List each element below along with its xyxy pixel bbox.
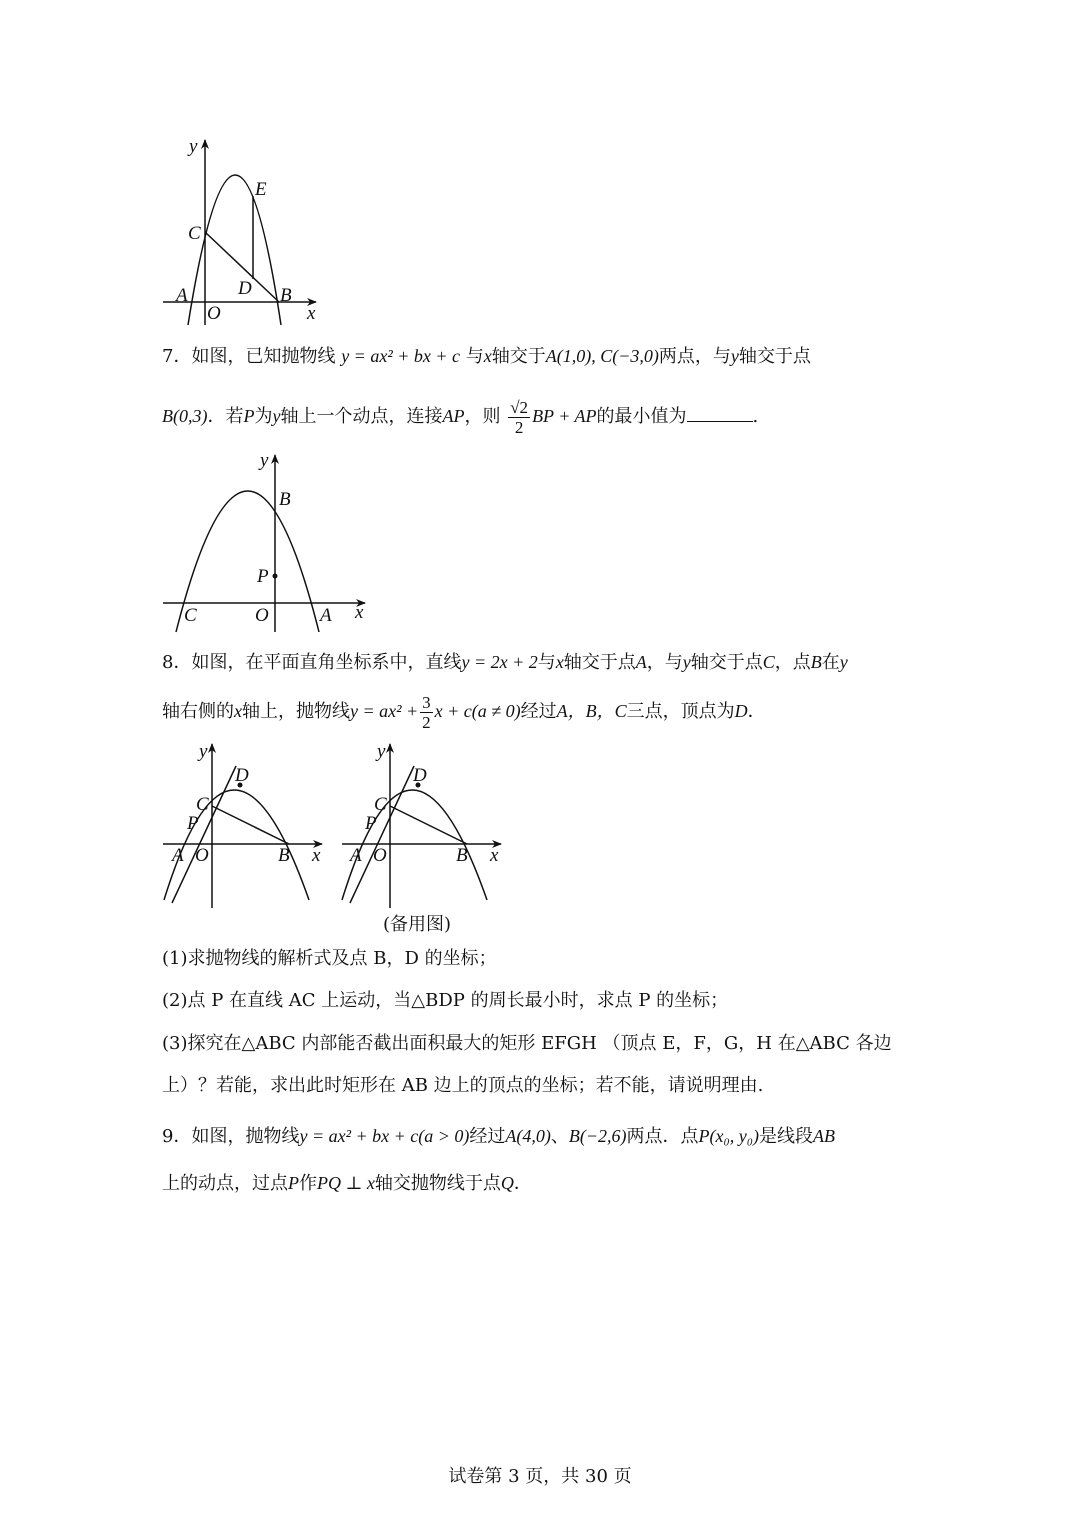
q8-line-2: 轴右侧的x轴上，抛物线y = ax² + $\frac{3}{2}$ x + c(a ≠ 0)经过A，B，C三点，顶点为D． [162, 692, 766, 732]
page-footer: 试卷第 3 页，共 30 页 [448, 1466, 632, 1487]
q8-fraction: $\frac{3}{2}$ [422, 692, 431, 732]
label-A: A [320, 605, 332, 626]
label-B: B [278, 845, 290, 866]
q7-line-2: B(0,3)．若P为y轴上一个动点，连接AP，则 $\frac{√2}{2}$ BP + AP的最小值为 . [162, 397, 759, 437]
label-P: P [365, 813, 377, 834]
q8-part-3-line-2: 上）？若能，求出此时矩形在 AB 边上的顶点的坐标；若不能，请说明理由. [162, 1075, 764, 1096]
q7-line-1: 7．如图，已知抛物线 y = ax² + bx + c 与x轴交于A(1,0), C(−3,0)两点，与y轴交于点 [162, 346, 811, 367]
q9-line-1: 9．如图，抛物线y = ax² + bx + c(a > 0)经过A(4,0)、B(−2,6)两点．点P(x₀, y₀)是线段AB [162, 1126, 835, 1147]
label-C: C [188, 223, 201, 244]
label-x: x [490, 845, 499, 866]
answer-blank[interactable] [687, 403, 753, 422]
label-A: A [176, 285, 188, 306]
q8-part-2: (2)点 P 在直线 AC 上运动，当△BDP 的周长最小时，求点 P 的坐标； [162, 990, 729, 1011]
label-B: B [280, 285, 292, 306]
q8-part-1: (1)求抛物线的解析式及点 B，D 的坐标； [162, 948, 497, 969]
label-P: P [257, 566, 269, 587]
q7-fraction: $\frac{√2}{2}$ [510, 397, 529, 437]
q9-number: 9． [162, 1126, 192, 1147]
label-D: D [413, 765, 427, 786]
q7-points: A(1,0), C(−3,0) [545, 346, 659, 366]
q7-equation: y = ax² + bx + c [341, 346, 460, 366]
label-y: y [189, 136, 198, 157]
label-x: x [307, 303, 316, 324]
segment-CB [390, 806, 467, 844]
label-x: x [312, 845, 321, 866]
figure-q8-spare [335, 738, 515, 913]
label-O: O [207, 303, 221, 324]
figure-caption: (备用图) [383, 914, 452, 935]
parabola [176, 491, 319, 632]
label-D: D [238, 278, 252, 299]
label-B: B [279, 489, 291, 510]
label-E: E [255, 179, 267, 200]
q8-part-3-line-1: (3)探究在△ABC 内部能否截出面积最大的矩形 EFGH （顶点 E，F，G，H 在△ABC 各边 [162, 1033, 892, 1054]
line-AC [350, 766, 414, 903]
label-B: B [456, 845, 468, 866]
label-O: O [255, 605, 269, 626]
label-y: y [377, 741, 386, 762]
label-C: C [184, 605, 197, 626]
segment-CB [212, 806, 289, 844]
label-O: O [195, 845, 209, 866]
figure-q6 [150, 130, 340, 330]
figure-q8-main [155, 738, 335, 913]
label-O: O [373, 845, 387, 866]
label-A: A [172, 845, 184, 866]
label-C: C [196, 794, 209, 815]
line-AC [172, 766, 236, 903]
figure-q7 [150, 445, 380, 635]
q7-number: 7． [162, 346, 192, 367]
q9-line-2: 上的动点，过点P作PQ ⊥ x轴交抛物线于点Q． [162, 1173, 532, 1194]
label-D: D [235, 765, 249, 786]
label-P: P [187, 813, 199, 834]
label-y: y [260, 450, 269, 471]
q8-line-1: 8．如图，在平面直角坐标系中，直线y = 2x + 2与x轴交于点A，与y轴交于点C，点B在y [162, 652, 848, 673]
label-C: C [374, 794, 387, 815]
label-A: A [350, 845, 362, 866]
label-y: y [199, 741, 208, 762]
point-P [273, 574, 278, 579]
label-x: x [355, 602, 364, 623]
q8-number: 8． [162, 652, 192, 673]
